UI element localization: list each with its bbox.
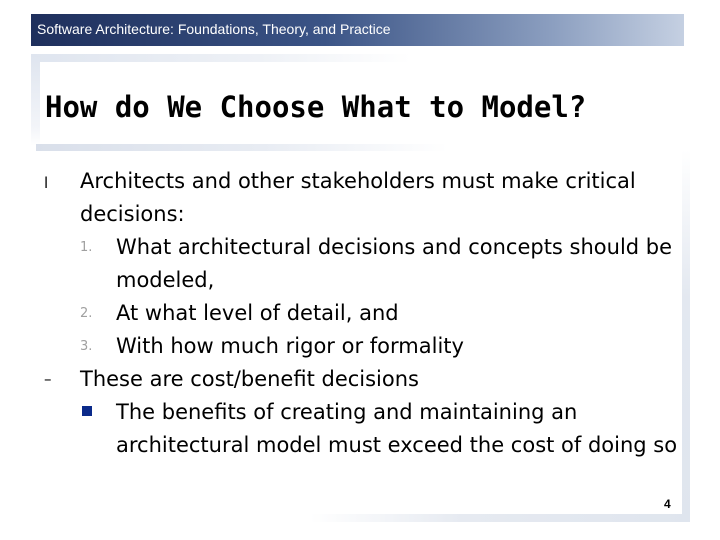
- list-item-1-line1: What architectural decisions and concepts should be: [116, 235, 673, 259]
- diamond-bullet-icon: [82, 406, 92, 416]
- header-title: Software Architecture: Foundations, Theory, and Practice: [37, 21, 391, 37]
- dash-bullet-marker: –: [44, 370, 52, 388]
- bullet-1-text-line1: Architects and other stakeholders must make critical: [80, 169, 636, 193]
- right-frame-accent: [682, 150, 690, 520]
- list-item-2: At what level of detail, and: [116, 301, 399, 325]
- bottom-frame-accent: [310, 514, 690, 522]
- bullet-1-text-line2: decisions:: [80, 202, 185, 226]
- list-number: 3.: [80, 339, 93, 354]
- page-number: 4: [664, 497, 671, 511]
- slide-title: How do We Choose What to Model?: [45, 90, 587, 124]
- list-item-3: With how much rigor or formality: [116, 334, 464, 358]
- list-number: 2.: [80, 306, 93, 321]
- sub-bullet-line2: architectural model must exceed the cost of doing so: [116, 433, 678, 457]
- round-bullet-marker: l: [44, 174, 49, 192]
- left-frame-accent: [31, 56, 40, 146]
- title-top-rule: [31, 54, 411, 62]
- sub-bullet-line1: The benefits of creating and maintaining an: [116, 400, 578, 424]
- title-bottom-rule: [36, 144, 448, 151]
- bullet-2-text: These are cost/benefit decisions: [80, 367, 419, 391]
- list-number: 1.: [80, 240, 93, 255]
- list-item-1-line2: modeled,: [116, 268, 215, 292]
